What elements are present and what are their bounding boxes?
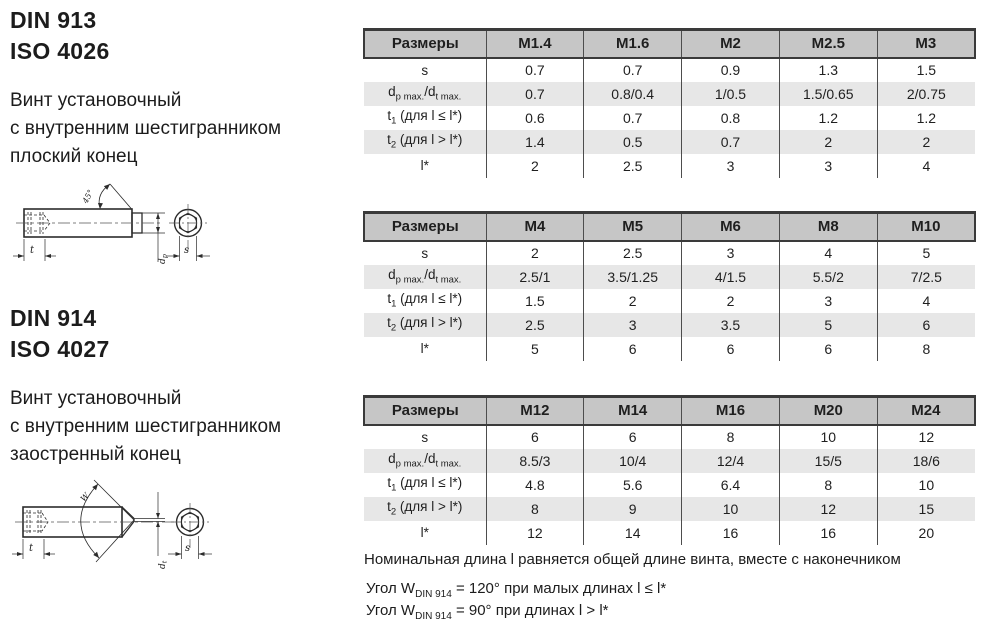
size-column-header: M1.4 [486,30,584,58]
value-cell: 6.4 [682,473,780,497]
table-row [364,130,975,154]
dim-t-label: t [30,245,35,256]
size-column-header: M20 [779,397,877,425]
arrowhead [174,254,180,258]
value-cell: 5.5/2 [779,265,877,289]
value-cell: 1/0.5 [682,82,780,106]
arrowhead [17,552,23,556]
dim-s-label: s [185,543,191,554]
description-line: заостренный конец [10,444,181,465]
value-cell: 3.5 [682,313,780,337]
value-cell: 15/5 [779,449,877,473]
value-cell: 5 [877,241,975,265]
table-header-row [364,397,975,425]
length-note: Номинальная длина l равняется общей длине винта, вместе с наконечником [364,551,901,568]
section-din914-heading [10,303,110,365]
arrowhead [44,552,50,556]
din913-technical-drawing [8,178,248,278]
value-cell: 12 [486,521,584,545]
table-row [364,154,975,178]
value-cell: 16 [682,521,780,545]
value-cell: 0.6 [486,106,584,130]
value-cell: 8 [779,473,877,497]
note-text: Угол W [366,580,416,597]
table-row [364,425,975,449]
value-cell: 18/6 [877,449,975,473]
value-cell: 5 [779,313,877,337]
value-cell: 20 [877,521,975,545]
row-label: s [421,245,429,261]
t-dimension-lines [13,239,56,261]
dimension-table-m4-m10 [363,211,976,361]
dim-dt-label: dt [158,560,169,569]
description-line: Винт установочный [10,388,182,409]
value-cell: 1.2 [877,106,975,130]
size-column-header: M3 [877,30,975,58]
value-cell: 0.7 [584,58,682,82]
size-column-header: M4 [486,213,584,241]
row-label: s [421,62,429,78]
value-cell: 12 [877,425,975,449]
value-cell: 2.5 [584,154,682,178]
din914-description [10,385,281,469]
size-column-header: M8 [779,213,877,241]
value-cell: 10 [682,497,780,521]
value-cell: 1.2 [779,106,877,130]
row-label: $t_2$ (для l > l*) [387,132,463,151]
value-cell: 10/4 [584,449,682,473]
value-cell: 2 [682,289,780,313]
din914-technical-drawing [8,468,248,580]
size-column-header: M6 [682,213,780,241]
table-row [364,521,975,545]
value-cell: 8 [682,425,780,449]
value-cell: 1.5 [486,289,584,313]
value-cell: 8 [877,337,975,361]
value-cell: 4/1.5 [682,265,780,289]
table-row [364,289,975,313]
size-column-header: M12 [486,397,584,425]
table-row [364,265,975,289]
size-column-header: M14 [584,397,682,425]
value-cell: 2.5 [486,313,584,337]
corner-header: Размеры [364,30,486,58]
din913-standard-label: DIN 913 [10,7,97,33]
dim-dp-label: dp [158,254,169,264]
row-label: $t_1$ (для l ≤ l*) [387,475,463,494]
value-cell: 12/4 [682,449,780,473]
note-text: = 90° при длинах l > l* [451,602,609,619]
value-cell: 15 [877,497,975,521]
note-text: Угол W [366,602,416,619]
dimension-table-m12-m24 [363,395,976,545]
note-subscript: DIN 914 [415,611,452,622]
t-dimension-lines [12,539,55,559]
value-cell: 0.7 [682,130,780,154]
value-cell: 12 [779,497,877,521]
din914-standard-label: DIN 914 [10,305,97,331]
value-cell: 3 [584,313,682,337]
dim-t-label: t [29,543,34,554]
value-cell: 2 [584,289,682,313]
iso4026-standard-label: ISO 4026 [10,38,110,64]
size-column-header: M10 [877,213,975,241]
value-cell: 4 [877,154,975,178]
description-line: Винт установочный [10,90,182,111]
value-cell: 0.5 [584,130,682,154]
section-din913-heading [10,5,110,67]
value-cell: 1.4 [486,130,584,154]
corner-header: Размеры [364,397,486,425]
table-row [364,337,975,361]
angle-45-label: 45° [80,188,96,205]
value-cell: 4 [877,289,975,313]
table-row [364,241,975,265]
arrowhead [45,254,51,258]
value-cell: 8 [486,497,584,521]
row-label: l* [420,158,429,173]
value-cell: 2 [779,130,877,154]
value-cell: 3.5/1.25 [584,265,682,289]
arrowhead [176,552,182,556]
table-row [364,82,975,106]
value-cell: 6 [486,425,584,449]
value-cell: 2 [486,154,584,178]
value-cell: 0.8/0.4 [584,82,682,106]
table-mid-sizes-wrap [363,211,976,361]
iso4027-standard-label: ISO 4027 [10,336,110,362]
table-row [364,313,975,337]
value-cell: 6 [779,337,877,361]
value-cell: 0.9 [682,58,780,82]
value-cell: 2/0.75 [877,82,975,106]
table-row [364,473,975,497]
description-line: с внутренним шестигранником [10,416,282,437]
value-cell: 0.7 [584,106,682,130]
value-cell: 5.6 [584,473,682,497]
size-column-header: M5 [584,213,682,241]
size-column-header: M2.5 [779,30,877,58]
table-small-sizes-wrap [363,28,976,178]
row-label: $d_{p max.}/d_{t max.}$ [388,267,462,286]
value-cell: 6 [877,313,975,337]
value-cell: 2 [486,241,584,265]
description-line: с внутренним шестигранником [10,118,282,139]
angle-note-120 [366,580,666,600]
value-cell: 3 [779,289,877,313]
row-label: $t_1$ (для l ≤ l*) [387,291,463,310]
value-cell: 2 [877,130,975,154]
row-label: $t_2$ (для l > l*) [387,499,463,518]
value-cell: 1.3 [779,58,877,82]
value-cell: 1.5/0.65 [779,82,877,106]
value-cell: 2.5/1 [486,265,584,289]
value-cell: 0.8 [682,106,780,130]
table-row [364,497,975,521]
cone-angle-annotation [78,480,134,562]
dimension-table-m1.4-m3 [363,28,976,178]
angle-note-90 [366,602,609,622]
value-cell: 1.5 [877,58,975,82]
row-label: $d_{p max.}/d_{t max.}$ [388,84,462,103]
description-line: плоский конец [10,146,138,167]
arrowhead [156,213,160,219]
value-cell: 8.5/3 [486,449,584,473]
value-cell: 16 [779,521,877,545]
size-column-header: M24 [877,397,975,425]
value-cell: 0.7 [486,82,584,106]
row-label: l* [420,525,429,540]
value-cell: 4.8 [486,473,584,497]
value-cell: 2.5 [584,241,682,265]
dt-dimension-lines [134,492,165,556]
row-label: l* [420,341,429,356]
angle-w-label: W [78,491,91,504]
note-subscript: DIN 914 [415,589,452,600]
value-cell: 3 [682,241,780,265]
arrowhead [156,513,160,519]
value-cell: 10 [877,473,975,497]
value-cell: 5 [486,337,584,361]
note-text: = 120° при малых длинах l ≤ l* [451,580,667,597]
table-row [364,106,975,130]
size-column-header: M1.6 [584,30,682,58]
value-cell: 10 [779,425,877,449]
value-cell: 6 [584,425,682,449]
row-label: $t_2$ (для l > l*) [387,315,463,334]
value-cell: 0.7 [486,58,584,82]
table-row [364,58,975,82]
table-header-row [364,213,975,241]
corner-header: Размеры [364,213,486,241]
arrowhead [199,552,205,556]
value-cell: 14 [584,521,682,545]
value-cell: 9 [584,497,682,521]
size-column-header: M2 [682,30,780,58]
dim-s-label: s [184,245,190,256]
din913-description [10,87,281,171]
table-header-row [364,30,975,58]
table-large-sizes-wrap [363,395,976,545]
value-cell: 3 [779,154,877,178]
table-row [364,449,975,473]
size-column-header: M16 [682,397,780,425]
row-label: s [421,429,429,445]
chamfer-angle-annotation [99,184,132,210]
value-cell: 3 [682,154,780,178]
arrowhead [156,227,160,233]
value-cell: 6 [682,337,780,361]
value-cell: 6 [584,337,682,361]
value-cell: 7/2.5 [877,265,975,289]
row-label: $d_{p max.}/d_{t max.}$ [388,451,462,470]
row-label: $t_1$ (для l ≤ l*) [387,108,463,127]
value-cell: 4 [779,241,877,265]
arrowhead [197,254,203,258]
arrowhead [18,254,24,258]
